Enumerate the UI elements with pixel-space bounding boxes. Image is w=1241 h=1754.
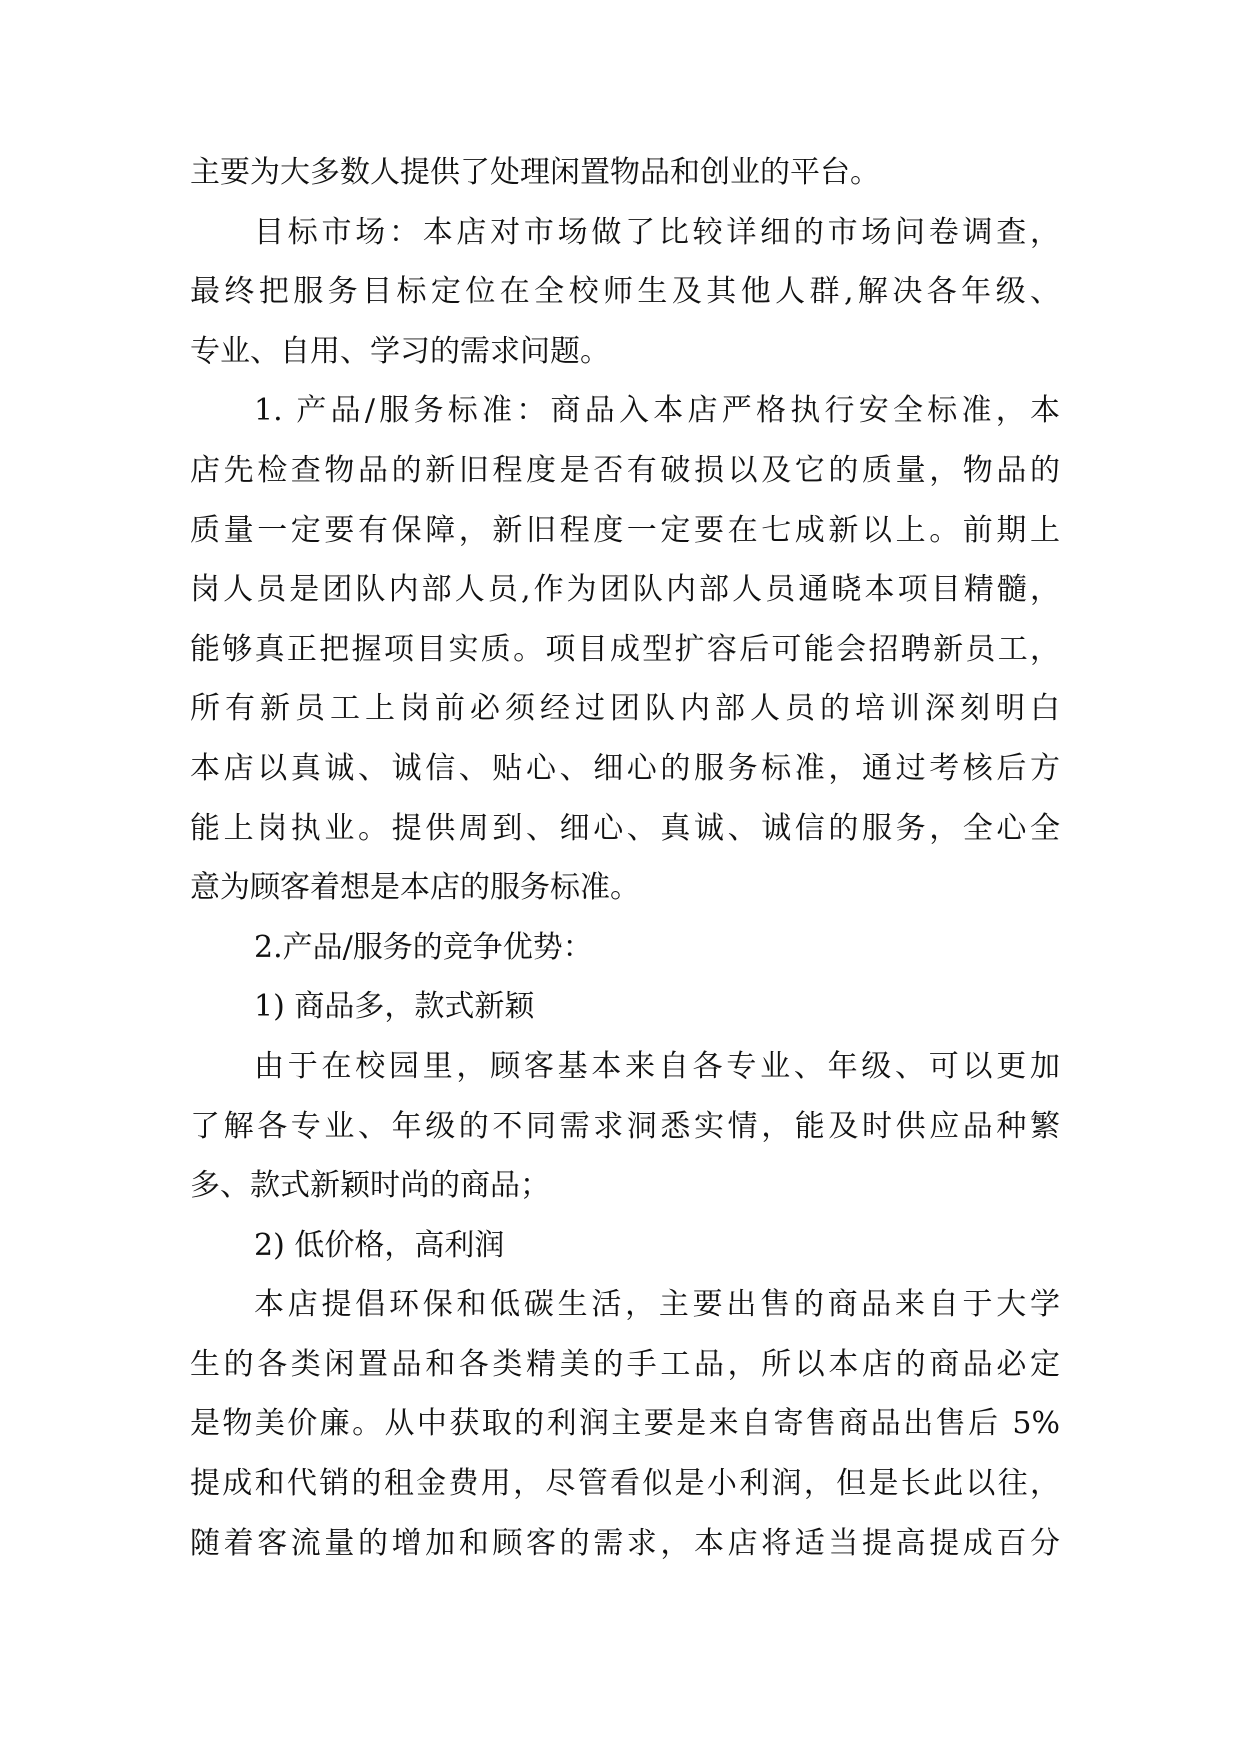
text-line: 生的各类闲置品和各类精美的手工品，所以本店的商品必定 <box>190 1346 1060 1382</box>
text-line: 目标市场：本店对市场做了比较详细的市场问卷调查， <box>254 214 1060 250</box>
text-line: 意为顾客着想是本店的服务标准。 <box>190 870 640 906</box>
text-line: 所有新员工上岗前必须经过团队内部人员的培训深刻明白 <box>190 691 1060 727</box>
text-line: 随着客流量的增加和顾客的需求，本店将适当提高提成百分 <box>190 1525 1060 1561</box>
text-line: 能够真正把握项目实质。项目成型扩容后可能会招聘新员工， <box>190 631 1060 667</box>
text-line: 1. 产品/服务标准：商品入本店严格执行安全标准，本 <box>254 393 1060 429</box>
text-line: 店先检查物品的新旧程度是否有破损以及它的质量，物品的 <box>190 452 1060 488</box>
text-line: 多、款式新颖时尚的商品； <box>190 1168 550 1204</box>
text-line: 2) 低价格，高利润 <box>254 1227 505 1263</box>
text-line: 是物美价廉。从中获取的利润主要是来自寄售商品出售后 5% <box>190 1406 1060 1442</box>
text-line: 岗人员是团队内部人员,作为团队内部人员通晓本项目精髓， <box>190 572 1060 608</box>
text-line: 主要为大多数人提供了处理闲置物品和创业的平台。 <box>190 155 880 190</box>
document-body <box>190 153 1060 1583</box>
text-line: 质量一定要有保障，新旧程度一定要在七成新以上。前期上 <box>190 512 1060 548</box>
text-line: 能上岗执业。提供周到、细心、真诚、诚信的服务，全心全 <box>190 810 1060 846</box>
text-line: 最终把服务目标定位在全校师生及其他人群,解决各年级、 <box>190 274 1060 310</box>
text-line: 由于在校园里，顾客基本来自各专业、年级、可以更加 <box>254 1048 1060 1084</box>
text-line: 专业、自用、学习的需求问题。 <box>190 333 610 369</box>
text-line: 1) 商品多，款式新颖 <box>254 989 535 1025</box>
text-line: 提成和代销的租金费用，尽管看似是小利润，但是长此以往， <box>190 1466 1060 1502</box>
text-line: 2.产品/服务的竞争优势： <box>254 929 593 965</box>
text-line: 了解各专业、年级的不同需求洞悉实情，能及时供应品种繁 <box>190 1108 1060 1144</box>
text-line: 本店提倡环保和低碳生活，主要出售的商品来自于大学 <box>254 1287 1060 1323</box>
text-line: 本店以真诚、诚信、贴心、细心的服务标准，通过考核后方 <box>190 750 1060 786</box>
